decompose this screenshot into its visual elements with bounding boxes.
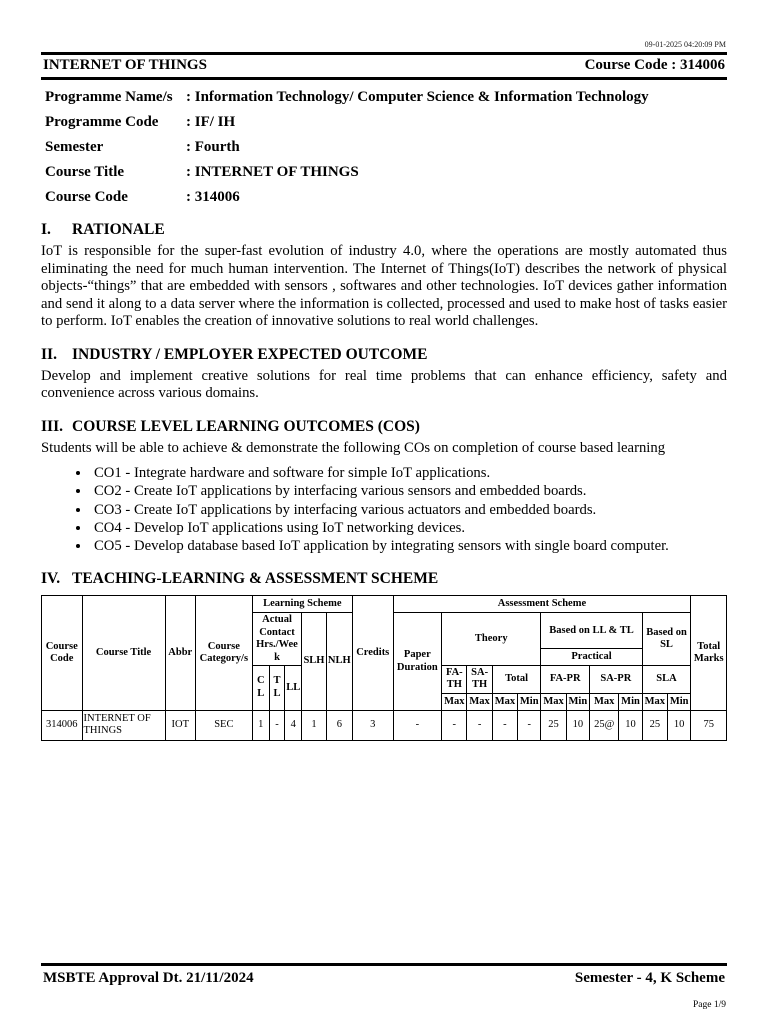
- info-value: : INTERNET OF THINGS: [186, 164, 359, 180]
- rationale-text: IoT is responsible for the super-fast evolution of industry 4.0, where the operations are mostly automated thus eliminating the need for much human intervention. The Internet of Things(IoT) describes the network of physical objects-“things” that are embedded with sensors , softwares and other technologies. IoT devices gather information and send it along to a data server where the information is collected, processed and used to make host of tasks easier to perform. IoT enables the creation of innovative solutions to real world challenges.: [41, 243, 727, 329]
- section-title: RATIONALE: [72, 221, 165, 238]
- info-label: Programme Name/s: [45, 89, 173, 105]
- co-item: • CO3 - Create IoT applications by interfacing various actuators and embedded boards.: [91, 502, 727, 519]
- info-value: : Information Technology/ Computer Science & Information Technology: [186, 89, 649, 105]
- section-number: III.: [41, 417, 63, 435]
- th-total: Total: [492, 665, 541, 693]
- th-sa-pr: SA-PR: [589, 665, 642, 693]
- page-footer: [41, 963, 727, 987]
- section-title: COURSE LEVEL LEARNING OUTCOMES (COS): [72, 417, 420, 435]
- cell-total-max: -: [492, 710, 517, 740]
- print-timestamp: 09-01-2025 04:20:09 PM: [644, 40, 726, 49]
- doc-title: INTERNET OF THINGS: [43, 57, 207, 73]
- info-row-course-code: [41, 188, 727, 206]
- section-title: TEACHING-LEARNING & ASSESSMENT SCHEME: [72, 570, 439, 588]
- cell-total-min: -: [518, 710, 541, 740]
- th-actual-contact: Actual Contact Hrs./Week: [252, 613, 302, 666]
- cell-sla-max: 25: [642, 710, 667, 740]
- co-item: • CO1 - Integrate hardware and software for simple IoT applications.: [91, 465, 727, 482]
- section-title: INDUSTRY / EMPLOYER EXPECTED OUTCOME: [72, 345, 428, 363]
- doc-header: [41, 55, 727, 77]
- cell-sa-pr-max: 25@: [589, 710, 618, 740]
- th-assessment-scheme: Assessment Scheme: [393, 596, 691, 613]
- co-item: • CO2 - Create IoT applications by interfacing various sensors and embedded boards.: [91, 483, 727, 500]
- section-number: IV.: [41, 570, 61, 588]
- th-practical: Practical: [541, 648, 642, 665]
- th-total-marks: Total Marks: [691, 596, 727, 710]
- th-max: Max: [642, 693, 667, 710]
- section-heading-clo: [41, 418, 727, 436]
- th-ll: LL: [285, 665, 302, 710]
- table-row: [42, 710, 727, 740]
- header-bottom-rule: [41, 77, 727, 80]
- th-max: Max: [492, 693, 517, 710]
- assessment-scheme-table: [41, 595, 727, 740]
- th-max: Max: [467, 693, 492, 710]
- th-cl: CL: [252, 665, 269, 710]
- footer-approval-date: MSBTE Approval Dt. 21/11/2024: [43, 970, 254, 986]
- th-course-code: Course Code: [42, 596, 83, 710]
- cell-fa-pr-min: 10: [566, 710, 589, 740]
- cell-sla-min: 10: [667, 710, 690, 740]
- info-row-programme-name: [41, 88, 727, 106]
- cell-sa-th-max: -: [467, 710, 492, 740]
- cell-total-marks: 75: [691, 710, 727, 740]
- th-min: Min: [518, 693, 541, 710]
- section-heading-outcome: [41, 346, 727, 364]
- th-theory: Theory: [442, 613, 541, 666]
- cell-ll: 4: [285, 710, 302, 740]
- info-value: : IF/ IH: [186, 114, 236, 130]
- th-nlh: NLH: [326, 613, 352, 710]
- cell-fa-th-max: -: [442, 710, 467, 740]
- clo-intro-text: Students will be able to achieve & demonstrate the following COs on completion of course based learning: [41, 439, 666, 456]
- th-course-category: Course Category/s: [195, 596, 252, 710]
- info-row-semester: [41, 138, 727, 156]
- outcome-text: Develop and implement creative solutions for real time problems that can enhance efficiency, safety and convenience across various domains.: [41, 367, 727, 401]
- th-max: Max: [442, 693, 467, 710]
- footer-bar: [41, 966, 727, 987]
- info-label: Course Title: [45, 164, 125, 180]
- cell-category: SEC: [195, 710, 252, 740]
- cell-course-title: INTERNET OF THINGS: [82, 710, 165, 740]
- th-credits: Credits: [353, 596, 394, 710]
- co-item: • CO5 - Develop database based IoT application by integrating sensors with single board computer.: [91, 538, 727, 555]
- cell-cl: 1: [252, 710, 269, 740]
- info-label: Programme Code: [45, 114, 159, 130]
- th-min: Min: [619, 693, 642, 710]
- th-tl: TL: [269, 665, 284, 710]
- section-heading-rationale: [41, 221, 727, 239]
- info-value: : 314006: [186, 189, 240, 205]
- th-min: Min: [667, 693, 690, 710]
- th-paper-duration: Paper Duration: [393, 613, 442, 710]
- doc-course-code: Course Code : 314006: [584, 57, 725, 73]
- cell-nlh: 6: [326, 710, 352, 740]
- th-fa-pr: FA-PR: [541, 665, 590, 693]
- cell-credits: 3: [353, 710, 394, 740]
- th-sa-th: SA-TH: [467, 665, 492, 693]
- th-abbr: Abbr: [165, 596, 195, 710]
- info-label: Course Code: [45, 189, 128, 205]
- info-row-programme-code: [41, 113, 727, 131]
- cell-fa-pr-max: 25: [541, 710, 566, 740]
- th-based-sl: Based on SL: [642, 613, 691, 666]
- th-based-ll-tl: Based on LL & TL: [541, 613, 642, 649]
- section-heading-scheme: [41, 570, 727, 588]
- section-number: II.: [41, 345, 57, 363]
- cell-course-code: 314006: [42, 710, 83, 740]
- cell-slh: 1: [302, 710, 326, 740]
- info-label: Semester: [45, 139, 104, 155]
- th-min: Min: [566, 693, 589, 710]
- info-value: : Fourth: [186, 139, 240, 155]
- section-number: I.: [41, 221, 51, 238]
- info-row-course-title: [41, 163, 727, 181]
- th-course-title: Course Title: [82, 596, 165, 710]
- page-number: Page 1/9: [693, 1000, 726, 1010]
- th-learning-scheme: Learning Scheme: [252, 596, 352, 613]
- cell-tl: -: [269, 710, 284, 740]
- cell-abbr: IOT: [165, 710, 195, 740]
- th-max: Max: [541, 693, 566, 710]
- co-item: • CO4 - Develop IoT applications using IoT networking devices.: [91, 520, 727, 537]
- cell-paper-duration: -: [393, 710, 442, 740]
- co-list: [41, 465, 727, 555]
- cell-sa-pr-min: 10: [619, 710, 642, 740]
- footer-semester-scheme: Semester - 4, K Scheme: [574, 970, 725, 986]
- programme-info-block: [41, 88, 727, 206]
- th-sla: SLA: [642, 665, 691, 693]
- th-slh: SLH: [302, 613, 326, 710]
- th-fa-th: FA-TH: [442, 665, 467, 693]
- th-max: Max: [589, 693, 618, 710]
